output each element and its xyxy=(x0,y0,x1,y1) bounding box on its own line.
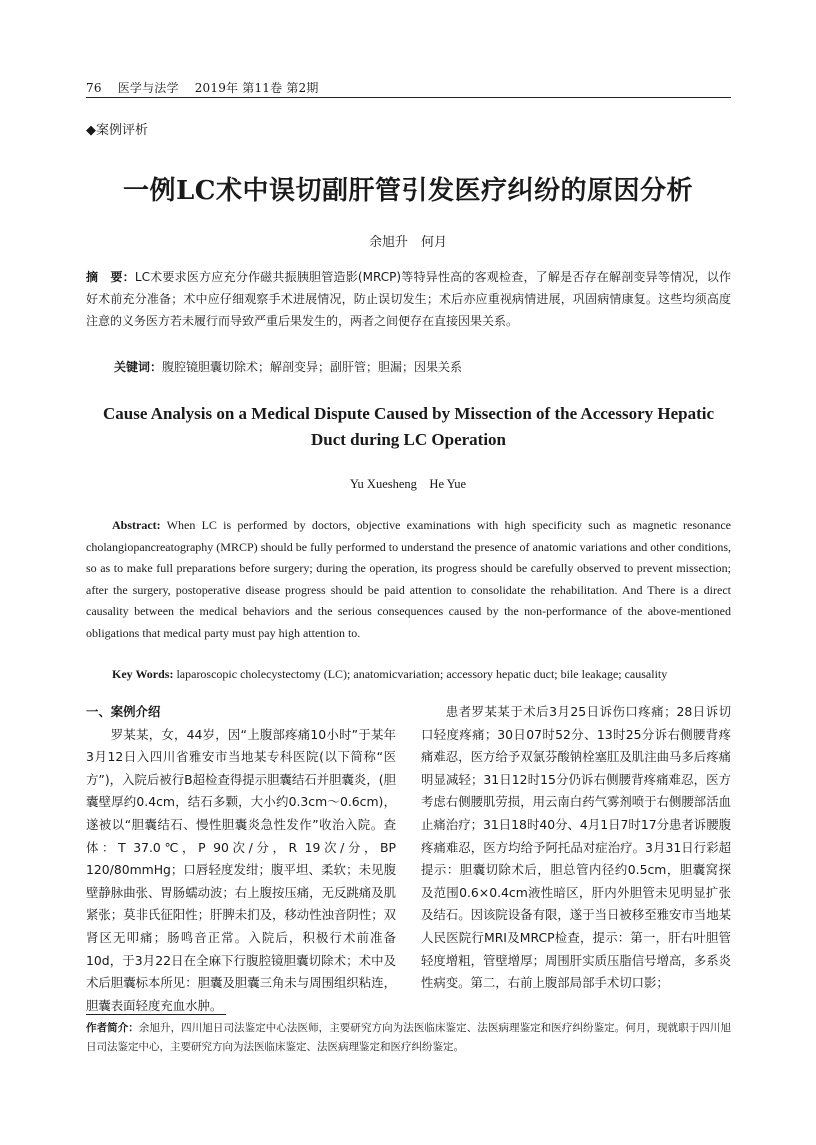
keywords-en xyxy=(86,664,731,684)
keywords-zh xyxy=(114,357,731,377)
section-heading: 一、案例介绍 xyxy=(86,704,161,719)
case-paragraph-1: 罗某某，女，44岁，因“上腹部疼痛10小时”于某年3月12日入四川省雅安市当地某专科医院(以下简称“医方”)，入院后被行B超检查得提示胆囊结石并胆囊炎，(胆囊壁厚约0.4cm，结石多颗，大小约0.3cm～0.6cm)，遂被以“胆囊结石、慢性胆囊炎急性发作”收治入院。查体：T 37.0℃，P 90次/分，R 19次/分，BP 120/80mmHg；口唇轻度发绀；腹平坦、柔软；未见腹壁静脉曲张、胃肠蠕动波；右上腹按压痛，无反跳痛及肌紧张；莫非氏征阳性；肝脾未扪及，移动性浊音阴性；双肾区无叩痛；肠鸣音正常。入院后，积极行术前准备10d，于3月22日在全麻下行腹腔镜胆囊切除术；术中及术后胆囊标本所见：胆囊及胆囊三角未与周围组织粘连，胆囊表面轻度充血水肿。 xyxy=(86,726,396,1013)
article-title-en: Cause Analysis on a Medical Dispute Caused by Missection of the Accessory Hepatic Duct during LC Operation xyxy=(102,404,715,449)
case-paragraph-2: 患者罗某某于术后3月25日诉伤口疼痛；28日诉切口轻度疼痛；30日07时52分、13时25分诉右侧腰背疼痛难忍，医方给予双氯芬酸钠栓塞肛及肌注曲马多后疼痛明显减轻；31日12时15分仍诉右侧腰背疼痛难忍，医方考虑右侧腰肌劳损，用云南白药气雾剂喷于右侧腰部活血止痛治疗；31日18时40分、4月1日7时17分患者诉腰腹疼痛难忍，医方均给予阿托品对症治疗。3月31日行彩超提示：胆囊切除术后，胆总管内径约0.5cm，胆囊窝探及范围0.6×0.4cm液性暗区，肝内外胆管未见明显扩张及结石。因该院设备有限，遂于当日被移至雅安市当地某人民医院行MRI及MRCP检查，提示：第一，肝右叶胆管轻度增粗，管壁增厚；周围肝实质压脂信号增高，多系炎性病变。第二，右前上腹部局部手术切口影； xyxy=(421,704,731,991)
section-tag: ◆案例评析 xyxy=(86,123,148,138)
footnote-rule xyxy=(86,1014,226,1015)
footnote-text: 余旭升，四川旭日司法鉴定中心法医师，主要研究方向为法医临床鉴定、法医病理鉴定和医疗纠纷鉴定。何月，现就职于四川旭日司法鉴定中心，主要研究方向为法医临床鉴定、法医病理鉴定和医疗纠纷鉴定。 xyxy=(86,1022,731,1053)
abstract-en-label: Abstract: xyxy=(112,518,161,532)
article-title-zh: 一例LC术中误切副肝管引发医疗纠纷的原因分析 xyxy=(123,176,693,206)
keywords-en-text: laparoscopic cholecystectomy (LC); anatomicvariation; accessory hepatic duct; bile leakage; causality xyxy=(173,667,668,681)
keywords-zh-label: 关键词： xyxy=(114,360,163,374)
journal-name: 医学与法学 xyxy=(117,81,179,95)
abstract-zh-text: LC术要求医方应充分作磁共振胰胆管造影(MRCP)等特异性高的客观检查，了解是否存在解剖变异等情况，以作好术前充分准备；术中应仔细观察手术进展情况，防止误切发生；术后亦应重视病情进展，巩固病情康复。这些均须高度注意的义务医方若未履行而导致严重后果发生的，两者之间便存在直接因果关系。 xyxy=(86,270,731,328)
abstract-en xyxy=(86,515,731,644)
abstract-en-text: When LC is performed by doctors, objective examinations with high specificity such as magnetic resonance cholangiopancreatography (MRCP) should be fully performed to understand the presence of anatomic variations and other conditions, so as to make full preparations before surgery; during the operation, its progress should be carefully observed to prevent missection; after the surgery, postoperative disease progress should be paid attention to consolidate the rehabilitation. And There is a direct causality between the medical behaviors and the serious consequences caused by the non-performance of the above-mentioned obligations that medical party must pay high attention to. xyxy=(86,518,731,640)
keywords-en-label: Key Words: xyxy=(112,667,174,681)
body-column-right xyxy=(421,701,731,995)
author-footnote xyxy=(86,1019,731,1057)
authors-en: Yu Xuesheng He Yue xyxy=(349,477,467,491)
authors-zh: 余旭升 何月 xyxy=(368,235,447,250)
footnote-label: 作者简介： xyxy=(86,1022,139,1034)
header-rule xyxy=(86,97,731,98)
abstract-zh xyxy=(86,266,731,332)
abstract-zh-label: 摘 要： xyxy=(86,270,135,284)
running-head xyxy=(86,79,331,96)
journal-issue: 2019年 第11卷 第2期 xyxy=(194,81,319,95)
body-column-left xyxy=(86,701,396,1017)
page-number: 76 xyxy=(86,81,102,95)
keywords-zh-text: 腹腔镜胆囊切除术；解剖变异；副肝管；胆漏；因果关系 xyxy=(162,360,463,374)
